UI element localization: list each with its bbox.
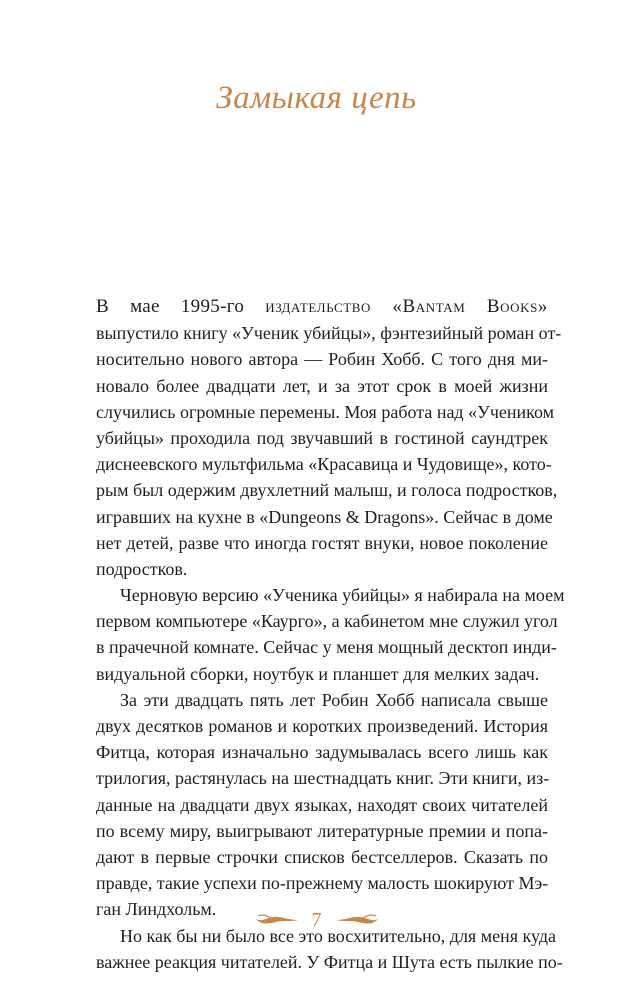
paragraph-2 <box>96 582 565 687</box>
text-line: За эти двадцать пять лет Робин Хобб написала свыше <box>120 689 548 710</box>
page-footer <box>0 905 633 935</box>
text-line: по всему миру, выигрывают литературные премии и попа- <box>96 820 548 841</box>
text-line: носительно нового автора — Робин Хобб. С того дня ми- <box>96 349 548 370</box>
text-line: данные на двадцати двух языках, находят своих читателей <box>96 794 548 815</box>
paragraph-1-lead-line <box>96 294 548 320</box>
text-line: Но как бы ни было все это восхитительно, для меня куда <box>120 925 557 946</box>
text-line: подростков. <box>96 558 188 579</box>
flourish-right-icon <box>334 913 380 927</box>
text-line: первом компьютере «Каурго», а кабинетом мне служил угол <box>96 611 558 632</box>
text-line: трилогия, растянулась на шестнадцать книг. Эти книги, из- <box>96 768 550 789</box>
text-line: видуальной сборки, ноутбук и планшет для мелких задач. <box>96 663 540 684</box>
text-line: ган Линдхольм. <box>96 899 217 920</box>
text-line: двух десятков романов и коротких произведений. История <box>96 716 548 736</box>
text-line: убийцы» проходила под звучавший в гостиной саундтрек <box>96 427 548 448</box>
flourish-left-icon <box>254 913 300 927</box>
chapter-title: Замыкая цепь <box>216 80 417 116</box>
text-line: выпустило книгу «Ученик убийцы», фэнтезийный роман от- <box>96 323 562 344</box>
paragraph-1 <box>96 294 562 582</box>
text-line: нет детей, разве что иногда гостят внуки, новое поколение <box>96 532 548 553</box>
lead-text: В мае 1995-го <box>96 296 266 317</box>
text-line: рым был одержим двухлетний малыш, и голоса подростков, <box>96 480 558 501</box>
paragraph-3 <box>96 687 548 923</box>
lead-smallcaps-text: издательство «Bantam Books» <box>265 296 549 317</box>
text-line: случились огромные перемены. Моя работа над «Учеником <box>96 401 555 422</box>
text-line: диснеевского мультфильма «Красавица и Чудовище», кото- <box>96 454 552 475</box>
text-line: правде, такие успехи по-прежнему малость шокируют Мэ- <box>96 873 549 894</box>
text-line: в прачечной комнате. Сейчас у меня мощный десктоп инди- <box>96 637 557 658</box>
text-line: новало более двадцати лет, и за этот срок в моей жизни <box>96 375 548 396</box>
text-line: игравших на кухне в «Dungeons & Dragons». Сейчас в доме <box>96 506 553 527</box>
page-number: 7 <box>311 908 322 931</box>
text-line: Фитца, которая изначально задумывалась всего лишь как <box>96 742 548 763</box>
text-line: дают в первые строчки списков бестселлеров. Сказать по <box>96 846 548 867</box>
body-text <box>96 294 565 975</box>
text-line: Черновую версию «Ученика убийцы» я набирала на моем <box>120 585 565 606</box>
text-line: важнее реакция читателей. У Фитца и Шута есть пылкие по- <box>96 951 563 972</box>
